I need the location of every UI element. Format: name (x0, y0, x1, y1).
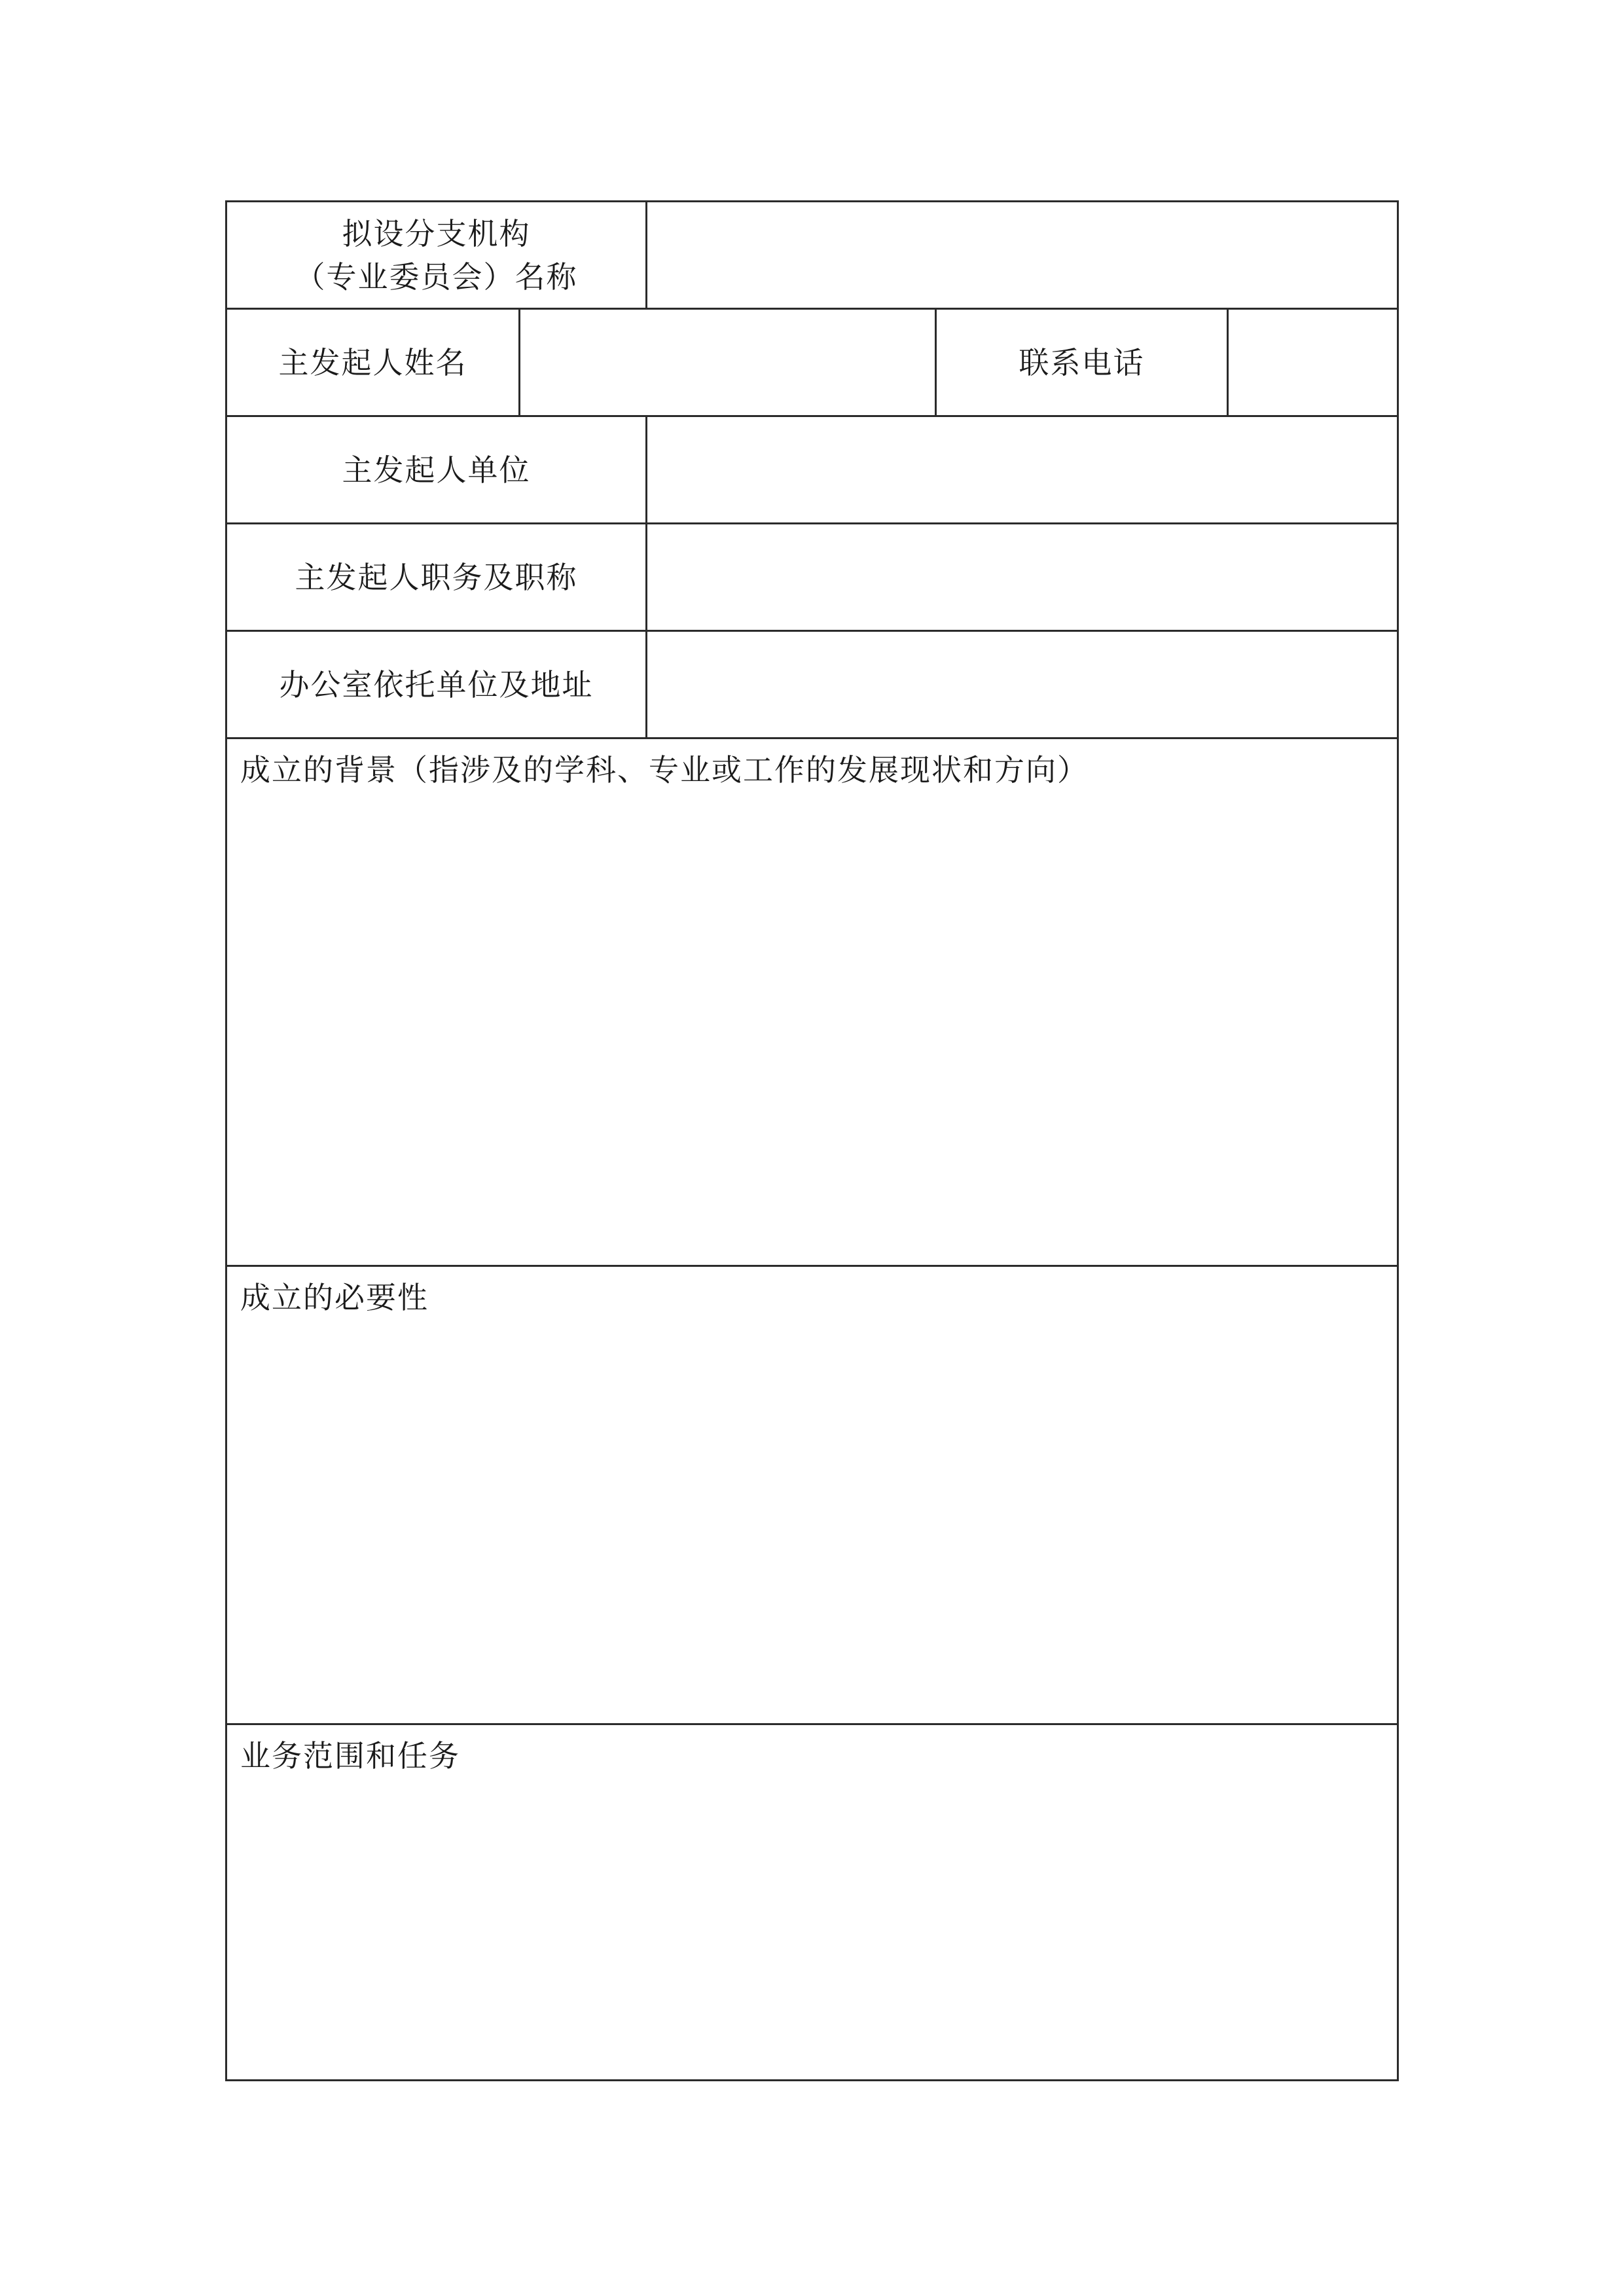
row-necessity (226, 1266, 1398, 1724)
branch-name-label-line1: 拟设分支机构 (342, 215, 531, 251)
initiator-position-field[interactable] (647, 524, 1398, 631)
application-form-table (225, 200, 1399, 2081)
background-label: 成立的背景（指涉及的学科、专业或工作的发展现状和方向） (240, 752, 1089, 788)
row-scope (226, 1724, 1398, 2081)
row-initiator-unit (226, 416, 1398, 524)
scope-section[interactable] (226, 1724, 1398, 2081)
row-office (226, 631, 1398, 738)
branch-name-field[interactable] (647, 202, 1398, 309)
office-field[interactable] (647, 631, 1398, 738)
necessity-section[interactable] (226, 1266, 1398, 1724)
initiator-unit-label: 主发起人单位 (226, 416, 647, 524)
row-initiator-position (226, 524, 1398, 631)
row-background (226, 738, 1398, 1266)
phone-field[interactable] (1228, 309, 1398, 416)
initiator-unit-field[interactable] (647, 416, 1398, 524)
row-branch-name (226, 202, 1398, 309)
necessity-label: 成立的必要性 (240, 1280, 429, 1315)
branch-name-label (226, 202, 647, 309)
initiator-name-field[interactable] (520, 309, 936, 416)
background-section[interactable] (226, 738, 1398, 1266)
initiator-name-label: 主发起人姓名 (226, 309, 520, 416)
scope-label: 业务范围和任务 (240, 1738, 460, 1774)
office-label: 办公室依托单位及地址 (226, 631, 647, 738)
phone-label: 联系电话 (936, 309, 1228, 416)
branch-name-label-line2: （专业委员会）名称 (295, 259, 578, 295)
row-initiator-name (226, 309, 1398, 416)
initiator-position-label: 主发起人职务及职称 (226, 524, 647, 631)
